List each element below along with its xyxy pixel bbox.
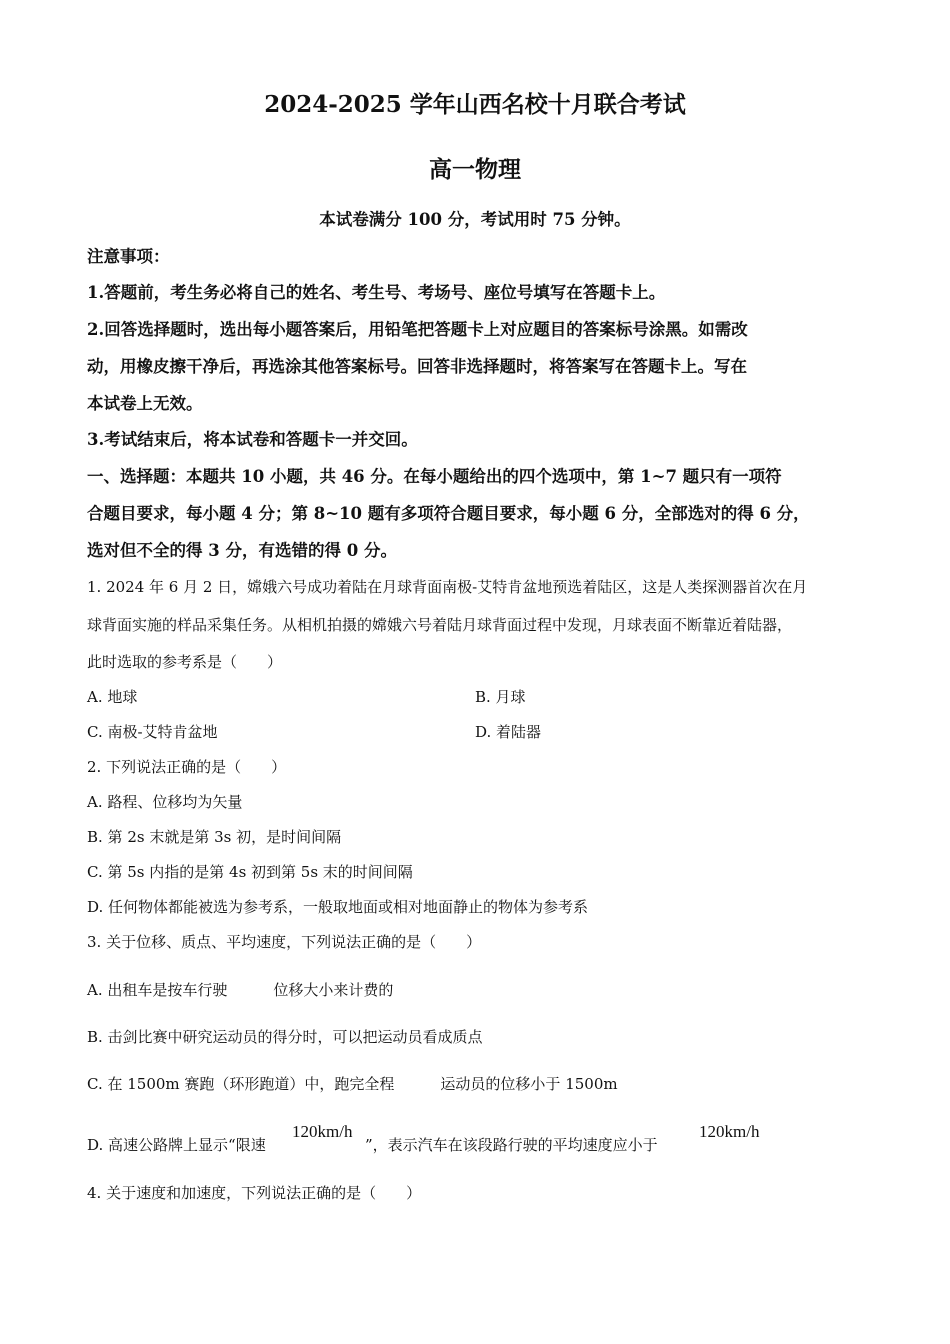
question-1-option-c: C. 南极-艾特肯盆地: [87, 723, 218, 741]
question-1-option-b: B. 月球: [475, 688, 526, 706]
notice-item-2-line-3: 本试卷上无效。: [87, 394, 203, 413]
question-2-option-d: D. 任何物体都能被选为参考系，一般取地面或相对地面静止的物体为参考系: [87, 898, 589, 916]
exam-subject: 高一物理: [429, 156, 521, 183]
notice-item-2-line-1: 2.回答选择题时，选出每小题答案后，用铅笔把答题卡上对应题目的答案标号涂黑。如需改: [87, 320, 748, 339]
question-3-option-d-text-2: ”，表示汽车在该段路行驶的平均速度应小于: [365, 1136, 658, 1154]
notice-heading: 注意事项：: [87, 247, 170, 266]
question-2-option-a: A. 路程、位移均为矢量: [87, 793, 243, 811]
question-2-option-c: C. 第 5s 内指的是第 4s 初到第 5s 末的时间间隔: [87, 863, 413, 881]
question-1-stem-line-2: 球背面实施的样品采集任务。从相机拍摄的嫦娥六号着陆月球背面过程中发现，月球表面不断靠近着陆器，: [87, 616, 793, 634]
question-3-option-c: [87, 1077, 618, 1092]
question-3-stem: 3. 关于位移、质点、平均速度，下列说法正确的是（ ）: [87, 933, 482, 951]
section-1-instructions-line-3: 选对但不全的得 3 分，有选错的得 0 分。: [87, 541, 397, 560]
exam-duration-note: 本试卷满分 100 分，考试用时 75 分钟。: [319, 210, 631, 229]
question-3-option-d-text-1: D. 高速公路牌上显示“限速: [87, 1136, 266, 1154]
notice-item-1: 1.答题前，考生务必将自己的姓名、考生号、考场号、座位号填写在答题卡上。: [87, 283, 666, 302]
question-3-option-a-part-2: 位移大小来计费的: [273, 981, 394, 999]
question-3-option-b: B. 击剑比赛中研究运动员的得分时，可以把运动员看成质点: [87, 1028, 483, 1046]
question-4-stem: 4. 关于速度和加速度，下列说法正确的是（ ）: [87, 1184, 422, 1202]
exam-title: 2024-2025 学年山西名校十月联合考试: [264, 91, 686, 118]
question-2-stem: 2. 下列说法正确的是（ ）: [87, 758, 287, 776]
notice-item-2-line-2: 动，用橡皮擦干净后，再选涂其他答案标号。回答非选择题时，将答案写在答题卡上。写在: [87, 357, 747, 376]
notice-item-3: 3.考试结束后，将本试卷和答题卡一并交回。: [87, 430, 418, 449]
question-3-option-d-speed-limit-formula: 120km/h: [292, 1122, 353, 1141]
question-1-stem-line-1: 1. 2024 年 6 月 2 日，嫦娥六号成功着陆在月球背面南极-艾特肯盆地预选着陆区，这是人类探测器首次在月: [87, 578, 808, 596]
question-1-stem-line-3: 此时选取的参考系是（ ）: [87, 653, 283, 671]
question-3-option-c-part-2: 运动员的位移小于 1500m: [440, 1075, 618, 1093]
question-1-option-d: D. 着陆器: [475, 723, 542, 741]
question-3-option-a-part-1: A. 出租车是按车行驶: [87, 981, 228, 999]
question-3-option-d-average-speed-formula: 120km/h: [699, 1122, 760, 1141]
question-1-option-a: A. 地球: [87, 688, 138, 706]
section-1-instructions-line-2: 合题目要求，每小题 4 分；第 8~10 题有多项符合题目要求，每小题 6 分，全部选对的得 6 分，: [87, 504, 810, 523]
question-3-option-c-part-1: C. 在 1500m 赛跑（环形跑道）中，跑完全程: [87, 1075, 395, 1093]
question-3-option-a: [87, 983, 393, 998]
section-1-instructions-line-1: 一、选择题：本题共 10 小题，共 46 分。在每小题给出的四个选项中，第 1~7 题只有一项符: [87, 467, 782, 486]
question-2-option-b: B. 第 2s 末就是第 3s 初，是时间间隔: [87, 828, 342, 846]
